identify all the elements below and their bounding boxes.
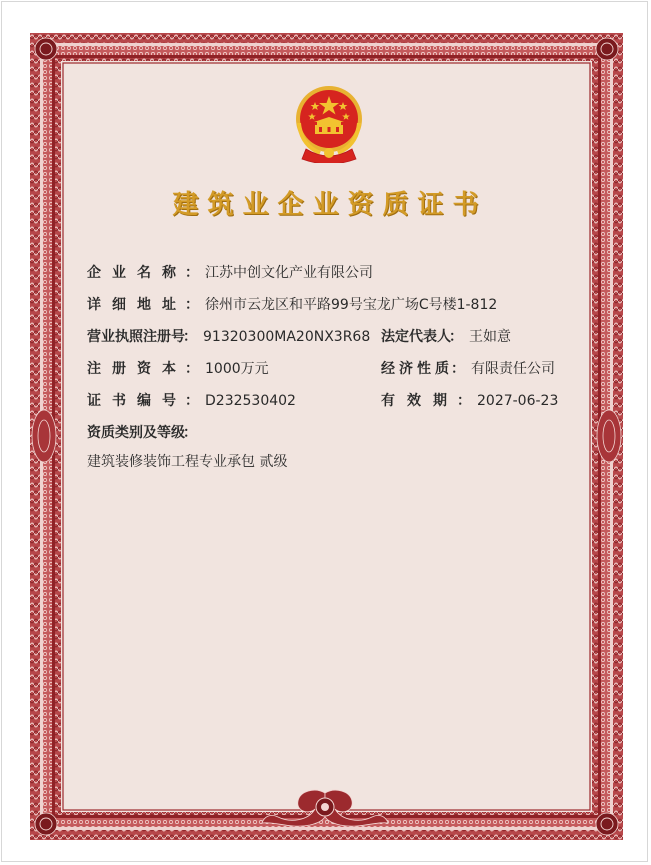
colon: ：: [183, 425, 197, 441]
legal-rep-label: 法定代表人: [381, 329, 451, 345]
econ-nature-row: [381, 358, 555, 378]
cert-no-row: [87, 390, 296, 410]
cert-no-label: 证书编号: [87, 393, 187, 409]
qualification-text: 建筑装修装饰工程专业承包 贰级: [87, 454, 288, 470]
reg-no-label: 营业执照注册号: [87, 329, 185, 345]
floral-ornament-icon: [260, 785, 390, 833]
qual-category-row: [87, 422, 203, 442]
cert-no-value: D232530402: [205, 393, 296, 409]
legal-rep-value: 王如意: [469, 329, 511, 345]
colon: ：: [449, 329, 463, 345]
colon: ：: [185, 361, 199, 377]
reg-no-value: 91320300MA20NX3R68: [203, 329, 371, 345]
colon: ：: [185, 265, 199, 281]
colon: ：: [451, 361, 465, 377]
econ-nature-value: 有限责任公司: [471, 361, 555, 377]
colon: ：: [185, 297, 199, 313]
national-emblem-icon: [290, 83, 368, 163]
econ-nature-label: 经济性质: [381, 361, 453, 377]
capital-value: 1000万元: [205, 361, 269, 377]
reg-no-row: [87, 326, 370, 346]
address-label: 详细地址: [87, 297, 187, 313]
certificate-title: 建筑业企业资质证书: [172, 190, 488, 220]
capital-label: 注册资本: [87, 361, 187, 377]
qual-category-label: 资质类别及等级: [87, 425, 185, 441]
validity-label: 有效期: [381, 393, 459, 409]
address-row: [87, 294, 497, 314]
company-name-label: 企业名称: [87, 265, 187, 281]
validity-row: [381, 390, 558, 410]
validity-value: 2027-06-23: [477, 393, 559, 409]
address-value: 徐州市云龙区和平路99号宝龙广场C号楼1-812: [205, 297, 498, 313]
legal-rep-row: [381, 326, 511, 346]
colon: ：: [457, 393, 471, 409]
company-name-value: 江苏中创文化产业有限公司: [205, 265, 373, 281]
colon: ：: [185, 393, 199, 409]
company-name-row: [87, 262, 373, 282]
colon: ：: [183, 329, 197, 345]
capital-row: [87, 358, 269, 378]
